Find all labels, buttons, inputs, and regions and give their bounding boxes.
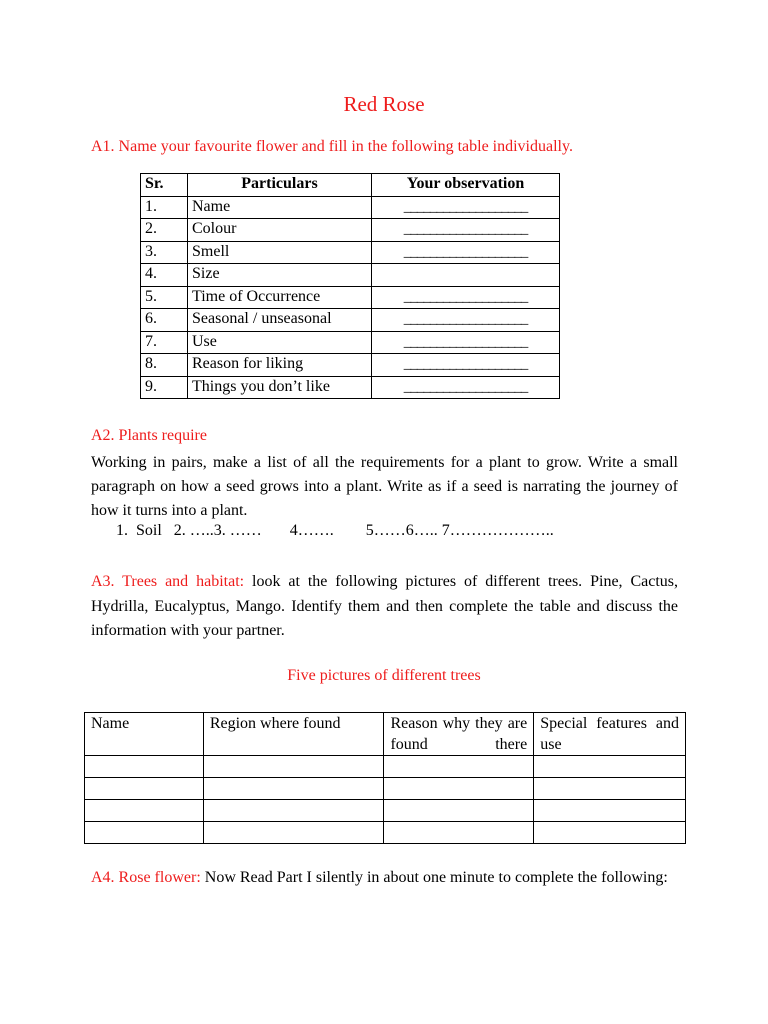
row-sr: 8. xyxy=(141,354,188,377)
table-row xyxy=(85,756,686,778)
table-cell[interactable] xyxy=(85,778,204,800)
row-particular: Things you don’t like xyxy=(188,376,372,399)
row-sr: 5. xyxy=(141,286,188,309)
a2-heading: A2. Plants require xyxy=(91,427,207,444)
table-cell[interactable] xyxy=(534,800,686,822)
a4-text: Now Read Part I silently in about one minute to complete the following: xyxy=(200,869,668,886)
table-cell[interactable] xyxy=(203,800,384,822)
row-observation-blank[interactable]: ___________________ xyxy=(372,286,560,309)
table-row xyxy=(85,778,686,800)
table-cell[interactable] xyxy=(384,778,534,800)
table-row xyxy=(141,286,560,309)
row-particular: Reason for liking xyxy=(188,354,372,377)
col-header-observation: Your observation xyxy=(372,174,560,197)
row-particular: Time of Occurrence xyxy=(188,286,372,309)
table-cell[interactable] xyxy=(534,756,686,778)
row-sr: 9. xyxy=(141,376,188,399)
row-particular: Colour xyxy=(188,219,372,242)
table-cell[interactable] xyxy=(203,756,384,778)
table-row xyxy=(141,354,560,377)
a2-paragraph: Working in pairs, make a list of all the requirements for a plant to grow. Write a small paragraph on how a seed grows into a plant. Write as if a seed is narrating the journey of how it turns into a plant. xyxy=(91,454,678,519)
col-header-name: Name xyxy=(85,713,204,756)
row-particular: Use xyxy=(188,331,372,354)
table-row xyxy=(141,309,560,332)
table-row xyxy=(85,800,686,822)
table-row xyxy=(141,241,560,264)
table-row xyxy=(85,822,686,844)
table-row xyxy=(141,264,560,287)
row-sr: 4. xyxy=(141,264,188,287)
table-cell[interactable] xyxy=(384,800,534,822)
col-header-sr: Sr. xyxy=(141,174,188,197)
row-sr: 6. xyxy=(141,309,188,332)
table-cell[interactable] xyxy=(534,822,686,844)
a3-text: look at the following pictures of different trees. Pine, Cactus, Hydrilla, Eucalyptus, Mango. Identify them and then complete the table and discuss the information with your partner. xyxy=(91,573,679,639)
row-particular: Smell xyxy=(188,241,372,264)
a4-paragraph xyxy=(91,866,678,890)
row-observation-blank[interactable]: ___________________ xyxy=(372,196,560,219)
row-observation-blank[interactable]: ___________________ xyxy=(372,241,560,264)
col-header-reason xyxy=(384,713,534,756)
a3-paragraph xyxy=(91,570,678,644)
table-cell[interactable] xyxy=(384,822,534,844)
row-observation-blank[interactable]: ___________________ xyxy=(372,219,560,242)
table-row xyxy=(141,219,560,242)
table-cell[interactable] xyxy=(85,800,204,822)
row-particular: Name xyxy=(188,196,372,219)
table-cell[interactable] xyxy=(85,756,204,778)
row-sr: 7. xyxy=(141,331,188,354)
a4-heading: A4. Rose flower: xyxy=(91,869,201,886)
col-header-region: Region where found xyxy=(203,713,384,756)
row-particular: Size xyxy=(188,264,372,287)
pictures-caption: Five pictures of different trees xyxy=(287,667,481,684)
table-header-row xyxy=(141,174,560,197)
row-observation-blank[interactable] xyxy=(372,264,560,287)
table-cell[interactable] xyxy=(203,822,384,844)
flower-observation-table xyxy=(140,173,560,399)
header-text: Reason why they are found there xyxy=(390,715,528,753)
table-cell[interactable] xyxy=(203,778,384,800)
a3-heading: A3. Trees and habitat: xyxy=(91,573,245,590)
table-cell[interactable] xyxy=(85,822,204,844)
row-sr: 1. xyxy=(141,196,188,219)
table-row xyxy=(141,196,560,219)
list-item: 1. Soil xyxy=(116,522,174,539)
row-observation-blank[interactable]: ___________________ xyxy=(372,376,560,399)
row-sr: 3. xyxy=(141,241,188,264)
row-observation-blank[interactable]: ___________________ xyxy=(372,331,560,354)
row-sr: 2. xyxy=(141,219,188,242)
table-row xyxy=(141,376,560,399)
col-header-features xyxy=(534,713,686,756)
col-header-particulars: Particulars xyxy=(188,174,372,197)
a2-requirements-list xyxy=(116,522,554,540)
table-cell[interactable] xyxy=(384,756,534,778)
table-header-row xyxy=(85,713,686,756)
table-row xyxy=(141,331,560,354)
header-text: Special features and use xyxy=(540,715,679,753)
page-title: Red Rose xyxy=(343,92,425,116)
list-item: 2. …..3. …… 4……. 5……6….. 7……………….. xyxy=(173,522,554,539)
row-observation-blank[interactable]: ___________________ xyxy=(372,309,560,332)
trees-habitat-table xyxy=(84,712,686,844)
a1-heading: A1. Name your favourite flower and fill in the following table individually. xyxy=(91,138,573,155)
row-observation-blank[interactable]: ___________________ xyxy=(372,354,560,377)
row-particular: Seasonal / unseasonal xyxy=(188,309,372,332)
table-cell[interactable] xyxy=(534,778,686,800)
